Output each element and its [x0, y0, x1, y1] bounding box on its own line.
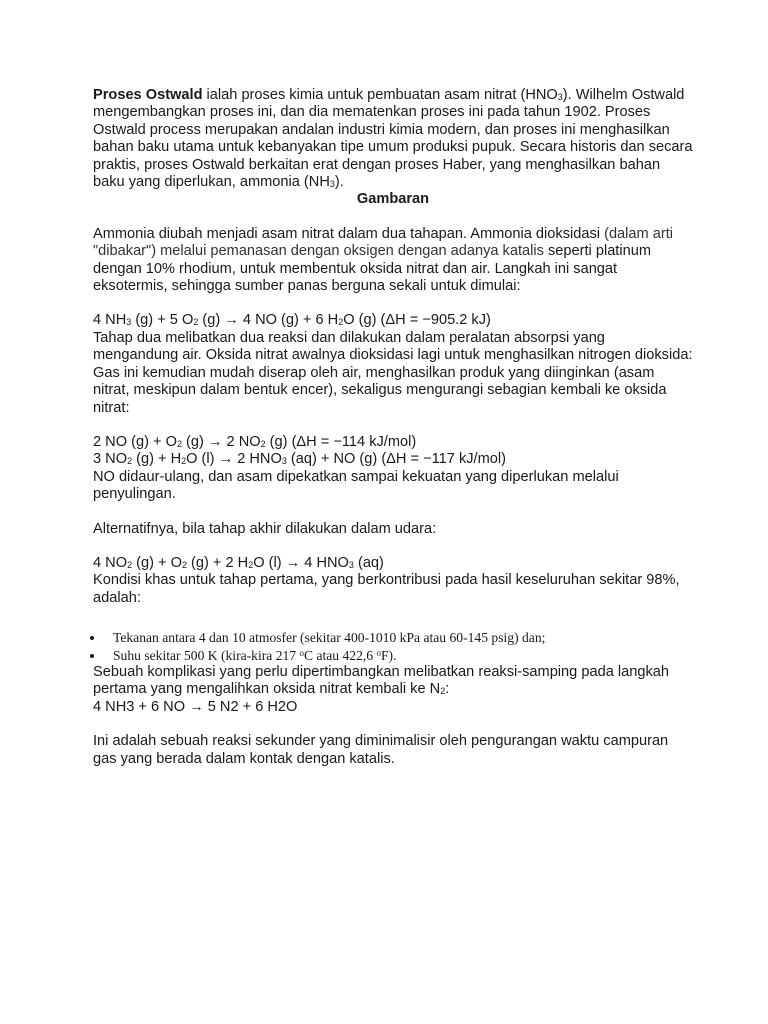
equation-3: 3 $NO_2$ $(g) + H_2O$ (l) → 2 $HNO_3$ (aq) + NO (g) (ΔH = −117 kJ/mol) [93, 451, 506, 468]
paragraph-recycle: NO didaur-ulang, dan asam dipekatkan sampai kekuatan yang diperlukan melalui penyulingan. [93, 468, 619, 503]
document-page [93, 87, 693, 768]
section-heading: Gambaran [356, 191, 430, 208]
equation-4: 4 $NO_2$ $(g) + O_2$ (g) + 2 $H_2O$ (l) → 4 $HNO_3$ (aq) [93, 554, 384, 571]
equation-5: 4 NH3 + 6 NO → 5 N2 + 6 H2O [93, 698, 298, 715]
paragraph-conditions: Kondisi khas untuk tahap pertama, yang berkontribusi pada hasil keseluruhan sekitar 98%, adalah: [93, 572, 680, 606]
paragraph-secondary-reaction: Ini adalah sebuah reaksi sekunder yang diminimalisir oleh pengurangan waktu campuran gas yang berada dalam kontak dengan katalis. [93, 733, 669, 767]
paragraph-step-two: Tahap dua melibatkan dua reaksi dan dilakukan dalam peralatan absorpsi yang mengandung air. Oksida nitrat awalnya dioksidasi lagi untuk menghasilkan nitrogen dioksida: Gas ini kemudian mudah diserap oleh air, menghasilkan produk yang diinginkan (asam nitrat, meskipun dalam bentuk encer), sekaligus mengurangi sebagian kembali ke oksida nitrat: [93, 329, 693, 416]
list-item: Suhu sekitar 500 K (kira-kira 217 $^o$C atau 422,6 $^o$F). [93, 647, 693, 664]
intro-paragraph: Proses Ostwald ialah proses kimia untuk pembuatan asam nitrat $(HNO_3)$. Wilhelm Ostwald mengembangkan proses ini, dan dia mematenkan proses ini pada tahun 1902. Proses Ostwald process merupakan andalan industri kimia modern, dan proses ini menghasilkan bahan baku utama untuk kebanyakan tipe umum produksi pupuk. Secara historis dan secara praktis, proses Ostwald berkaitan erat dengan proses Haber, yang menghasilkan bahan baku yang diperlukan, ammonia $(NH_3)$. [93, 87, 693, 191]
list-item: Tekanan antara 4 dan 10 atmosfer (sekitar 400-1010 kPa atau 60-145 psig) dan; [93, 629, 693, 646]
paragraph-overview: Ammonia diubah menjadi asam nitrat dalam dua tahapan. Ammonia dioksidasi (dalam arti "dibakar") melalui pemanasan dengan oksigen dengan adanya katalis seperti platinum dengan 10% rhodium, untuk membentuk oksida nitrat dan air. Langkah ini sangat eksotermis, sehingga sumber panas berguna sekali untuk dimulai: [93, 225, 674, 295]
equation-1: 4 $NH_3$ (g) + 5 $O_2$ (g) → 4 NO (g) + 6 $H_2O$ (g) (ΔH = −905.2 kJ) [93, 312, 491, 329]
equation-2: 2 NO $(g) + O_2$ (g) → 2 $NO_2$ (g) (ΔH = −114 kJ/mol) [93, 433, 417, 450]
paragraph-alternative: Alternatifnya, bila tahap akhir dilakukan dalam udara: [93, 520, 437, 537]
intro-term: Proses Ostwald [93, 87, 203, 103]
conditions-list [93, 629, 693, 664]
paragraph-side-reaction: Sebuah komplikasi yang perlu dipertimbangkan melibatkan reaksi-samping pada langkah pertama yang mengalihkan oksida nitrat kembali ke $N_2$: [93, 663, 669, 698]
